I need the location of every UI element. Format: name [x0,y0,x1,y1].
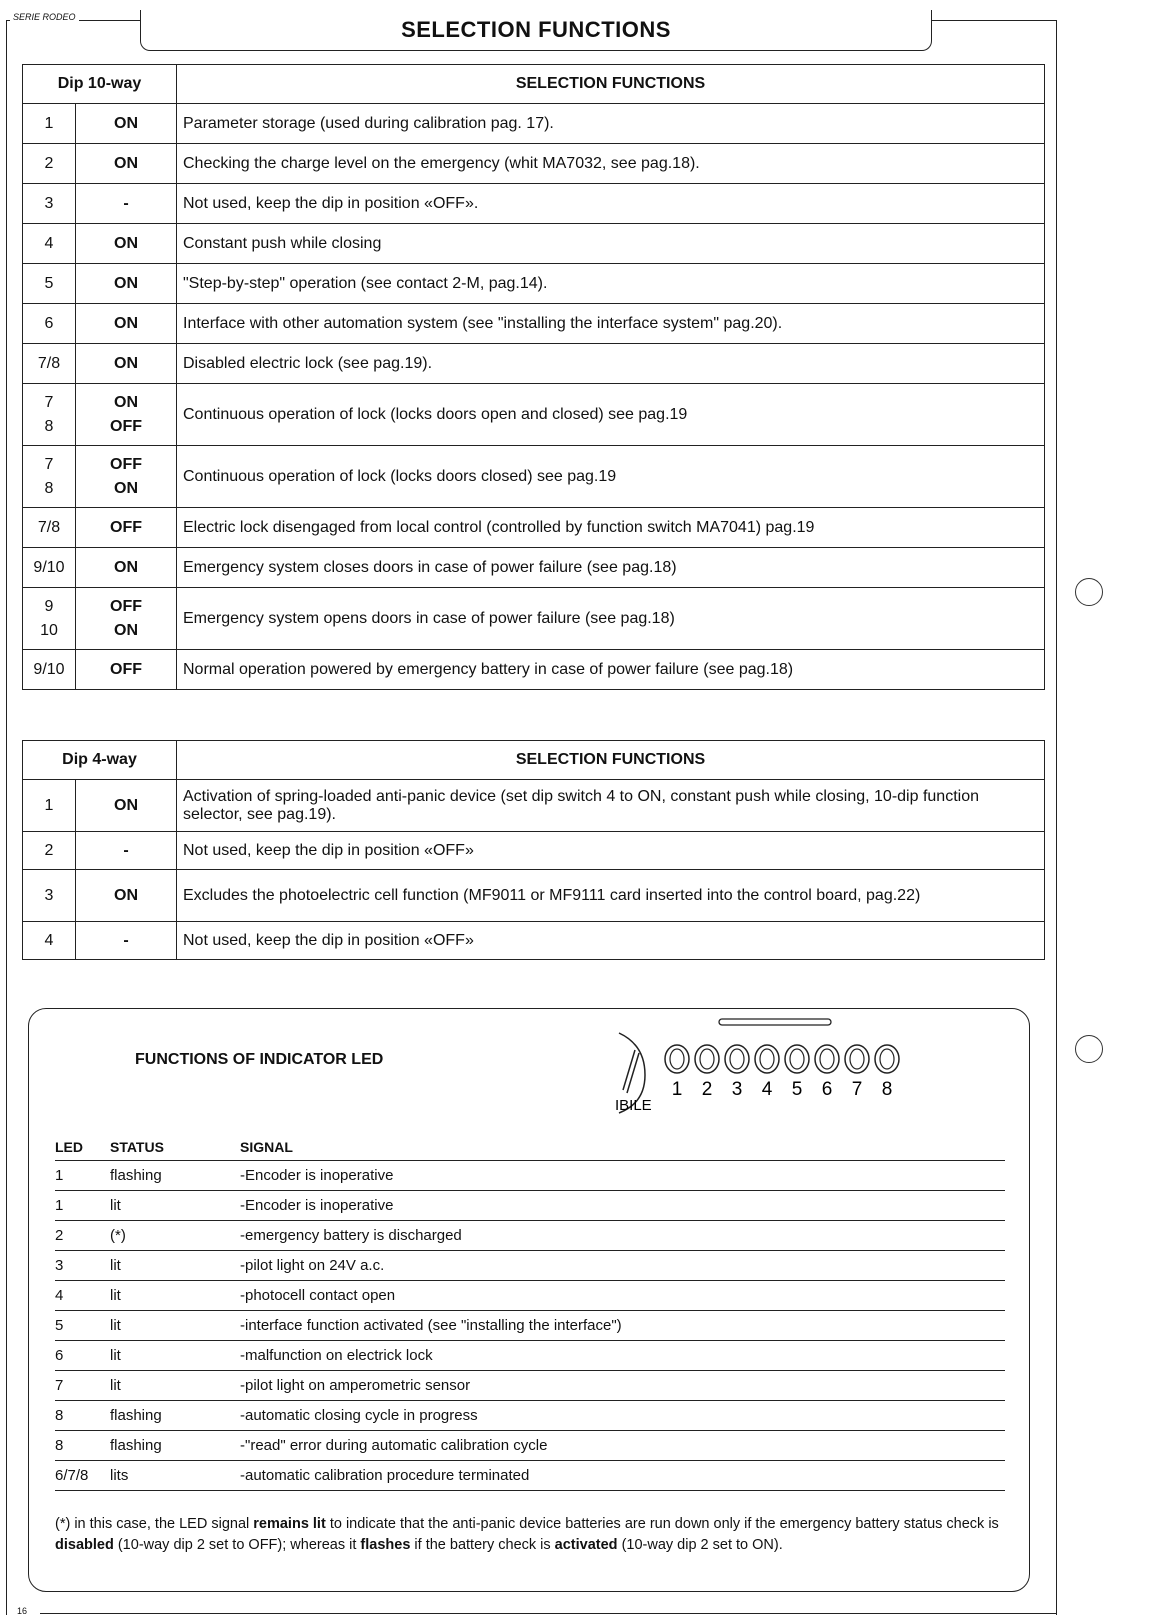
dip-function: Activation of spring-loaded anti-panic device (set dip switch 4 to ON, constant push while closing, 10-dip function selector, see pag.19). [177,780,1045,832]
dip-setting-text: - [123,194,129,212]
slash-icon [623,1050,639,1093]
led-number: 1 [55,1161,110,1191]
led-row [55,1251,1005,1281]
punch-hole-icon [1075,578,1103,606]
dip-number-text: 2 [44,154,54,172]
led-inner-icon [730,1049,744,1069]
dip10-table [22,64,1045,690]
dip-number [23,922,76,960]
dip-setting-text: ON [114,558,138,576]
led-number-label: 2 [701,1079,713,1100]
page-frame-left [6,20,7,1615]
dip-setting [76,508,177,548]
dip-number-text: 8 [44,417,54,435]
dip4-row [23,780,1045,832]
led-number-label: 3 [731,1079,743,1100]
dip-number [23,870,76,922]
dip-setting [76,650,177,690]
dip4-header-row [23,741,1045,780]
dip-setting-text: ON [114,479,138,497]
series-label: SERIE RODEO [10,12,79,22]
led-row [55,1191,1005,1221]
led-row [55,1281,1005,1311]
signal-col-header: SIGNAL [240,1134,1005,1161]
led-status: lit [110,1341,240,1371]
dip-number [23,344,76,384]
dip-setting-text: - [123,841,129,859]
dip-number [23,144,76,184]
led-number: 3 [55,1251,110,1281]
page-number: 16 [14,1606,30,1616]
led-number: 1 [55,1191,110,1221]
led-row [55,1161,1005,1191]
led-signal: -emergency battery is discharged [240,1221,1005,1251]
dip-setting-text: ON [114,796,138,814]
dip-setting [76,832,177,870]
dip4-col2-header: SELECTION FUNCTIONS [177,741,1045,780]
dip-function: Parameter storage (used during calibration pag. 17). [177,104,1045,144]
dip-function: Not used, keep the dip in position «OFF». [177,184,1045,224]
led-row [55,1371,1005,1401]
led-number: 6 [55,1341,110,1371]
dip-number-text: 5 [44,274,54,292]
dip-number [23,104,76,144]
led-panel-graphic [615,1015,935,1125]
dip-number-text: 9 [44,597,54,615]
dip4-row [23,870,1045,922]
dip-setting [76,344,177,384]
dip-setting-text: ON [114,154,138,172]
dip-setting [76,780,177,832]
led-signal: -interface function activated (see "installing the interface") [240,1311,1005,1341]
led-status: lit [110,1311,240,1341]
dip-number [23,650,76,690]
dip10-row [23,650,1045,690]
led-number-label: 8 [881,1079,893,1100]
slot-icon [719,1019,831,1025]
dip-function: Normal operation powered by emergency battery in case of power failure (see pag.18) [177,650,1045,690]
led-status: lit [110,1281,240,1311]
led-inner-icon [820,1049,834,1069]
led-inner-icon [790,1049,804,1069]
dip-setting-text: ON [114,274,138,292]
led-number-label: 1 [671,1079,683,1100]
footnote-text: (*) in this case, the LED signal [55,1516,254,1532]
dip-number-text: 9/10 [33,558,65,576]
dip-number [23,780,76,832]
led-inner-icon [670,1049,684,1069]
led-inner-icon [880,1049,894,1069]
dip-number [23,508,76,548]
dip-number [23,446,76,508]
led-number: 2 [55,1221,110,1251]
led-number: 7 [55,1371,110,1401]
dip-number [23,304,76,344]
led-footnote [55,1514,1010,1556]
dip-function: "Step-by-step" operation (see contact 2-M, pag.14). [177,264,1045,304]
status-col-header: STATUS [110,1134,240,1161]
punch-hole-icon [1075,1035,1103,1063]
dip-setting-text: OFF [110,455,142,473]
dip10-row [23,104,1045,144]
dip10-row [23,264,1045,304]
dip10-header-row [23,65,1045,104]
dip-number-text: 4 [44,931,54,949]
dip-setting-text: ON [114,393,138,411]
led-status: lit [110,1251,240,1281]
dip-number-text: 4 [44,234,54,252]
led-signal: -Encoder is inoperative [240,1161,1005,1191]
dip-number-text: 3 [44,886,54,904]
dip-function: Continuous operation of lock (locks doors open and closed) see pag.19 [177,384,1045,446]
dip-setting [76,870,177,922]
dip-function: Not used, keep the dip in position «OFF» [177,832,1045,870]
led-signal: -photocell contact open [240,1281,1005,1311]
footnote-bold: remains lit [253,1516,326,1532]
dip-setting [76,264,177,304]
dip10-row [23,184,1045,224]
led-signal: -Encoder is inoperative [240,1191,1005,1221]
led-number-label: 7 [851,1079,863,1100]
panel-label: IBILE [615,1097,652,1114]
led-section-title: FUNCTIONS OF INDICATOR LED [135,1051,384,1068]
dip-number [23,832,76,870]
dip-number-text: 1 [44,114,54,132]
led-status: lit [110,1191,240,1221]
dip-number-text: 10 [40,621,58,639]
led-number-label: 4 [761,1079,773,1100]
dip-number [23,224,76,264]
dip-setting-text: OFF [110,518,142,536]
led-header-row [55,1134,1005,1161]
dip-function: Disabled electric lock (see pag.19). [177,344,1045,384]
dip10-row [23,304,1045,344]
led-number: 4 [55,1281,110,1311]
led-signal: -automatic calibration procedure terminated [240,1461,1005,1491]
dip-number [23,548,76,588]
dip-number-text: 2 [44,841,54,859]
led-number: 8 [55,1401,110,1431]
led-row [55,1311,1005,1341]
led-number: 8 [55,1431,110,1461]
dip-number-text: 1 [44,796,54,814]
dip-setting-text: ON [114,114,138,132]
dip-number [23,184,76,224]
dip10-row [23,446,1045,508]
dip-setting-text: ON [114,354,138,372]
footnote-bold: disabled [55,1537,114,1553]
dip-function: Continuous operation of lock (locks doors closed) see pag.19 [177,446,1045,508]
led-row [55,1431,1005,1461]
footnote-text: to indicate that the anti-panic device batteries are run down only if the emergency battery status check is [325,1516,999,1532]
footnote-text: (10-way dip 2 set to ON). [617,1537,783,1553]
led-status: (*) [110,1221,240,1251]
dip-setting [76,224,177,264]
dip-number-text: 7/8 [37,354,61,372]
dip-number-text: 3 [44,194,54,212]
dip-function: Checking the charge level on the emergency (whit MA7032, see pag.18). [177,144,1045,184]
dip10-row [23,508,1045,548]
dip-setting [76,922,177,960]
led-number: 6/7/8 [55,1461,110,1491]
led-table [55,1134,1005,1491]
dip10-row [23,224,1045,264]
dip-function: Constant push while closing [177,224,1045,264]
dip-setting-text: OFF [110,597,142,615]
led-inner-icon [760,1049,774,1069]
dip4-row [23,832,1045,870]
led-inner-icon [850,1049,864,1069]
led-signal: -pilot light on 24V a.c. [240,1251,1005,1281]
dip-number-text: 6 [44,314,54,332]
led-number: 5 [55,1311,110,1341]
page-title [140,10,932,51]
dip-number [23,264,76,304]
dip-number [23,588,76,650]
led-signal: -"read" error during automatic calibration cycle [240,1431,1005,1461]
footnote-bold: flashes [360,1537,411,1553]
dip-setting [76,104,177,144]
footnote-text: if the battery check is [410,1537,555,1553]
led-inner-icon [700,1049,714,1069]
dip-setting-text: - [123,931,129,949]
led-number-label: 5 [791,1079,803,1100]
dip-setting [76,384,177,446]
led-row [55,1461,1005,1491]
dip-setting [76,588,177,650]
footnote-bold: activated [554,1537,618,1553]
led-signal: -malfunction on electrick lock [240,1341,1005,1371]
led-signal: -automatic closing cycle in progress [240,1401,1005,1431]
dip-setting-text: ON [114,621,138,639]
dip-setting [76,184,177,224]
dip-setting-text: ON [114,886,138,904]
dip-number [23,384,76,446]
dip-setting [76,446,177,508]
dip-number-text: 7 [44,393,54,411]
dip-number-text: 7/8 [37,518,61,536]
dip-function: Emergency system closes doors in case of power failure (see pag.18) [177,548,1045,588]
led-row [55,1221,1005,1251]
dip-setting [76,144,177,184]
led-status: flashing [110,1161,240,1191]
dip-setting-text: OFF [110,660,142,678]
led-signal: -pilot light on amperometric sensor [240,1371,1005,1401]
dip-function: Interface with other automation system (see "installing the interface system" pag.20). [177,304,1045,344]
page-title-text: SELECTION FUNCTIONS [401,17,671,42]
dip-number-text: 8 [44,479,54,497]
led-status: lits [110,1461,240,1491]
led-status: flashing [110,1431,240,1461]
led-col-header: LED [55,1134,110,1161]
dip-function: Electric lock disengaged from local control (controlled by function switch MA7041) pag.19 [177,508,1045,548]
dip10-row [23,588,1045,650]
led-status: lit [110,1371,240,1401]
dip-function: Emergency system opens doors in case of power failure (see pag.18) [177,588,1045,650]
dip4-col1-header: Dip 4-way [23,741,177,780]
page-frame-bottom [40,1613,1056,1614]
dip-setting [76,304,177,344]
dip-setting [76,548,177,588]
dip4-table [22,740,1045,960]
led-row [55,1401,1005,1431]
dip10-row [23,344,1045,384]
dip-number-text: 7 [44,455,54,473]
dip-function: Excludes the photoelectric cell function (MF9011 or MF9111 card inserted into the control board, pag.22) [177,870,1045,922]
dip10-row [23,144,1045,184]
dip10-row [23,548,1045,588]
dip-setting-text: OFF [110,417,142,435]
dip10-col1-header: Dip 10-way [23,65,177,104]
led-status: flashing [110,1401,240,1431]
page-frame-right [1056,20,1057,1615]
dip10-row [23,384,1045,446]
dip-setting-text: ON [114,314,138,332]
dip-setting-text: ON [114,234,138,252]
footnote-text: (10-way dip 2 set to OFF); whereas it [113,1537,361,1553]
dip4-row [23,922,1045,960]
dip-number-text: 9/10 [33,660,65,678]
dip10-col2-header: SELECTION FUNCTIONS [177,65,1045,104]
led-number-label: 6 [821,1079,833,1100]
dip-function: Not used, keep the dip in position «OFF» [177,922,1045,960]
led-row [55,1341,1005,1371]
